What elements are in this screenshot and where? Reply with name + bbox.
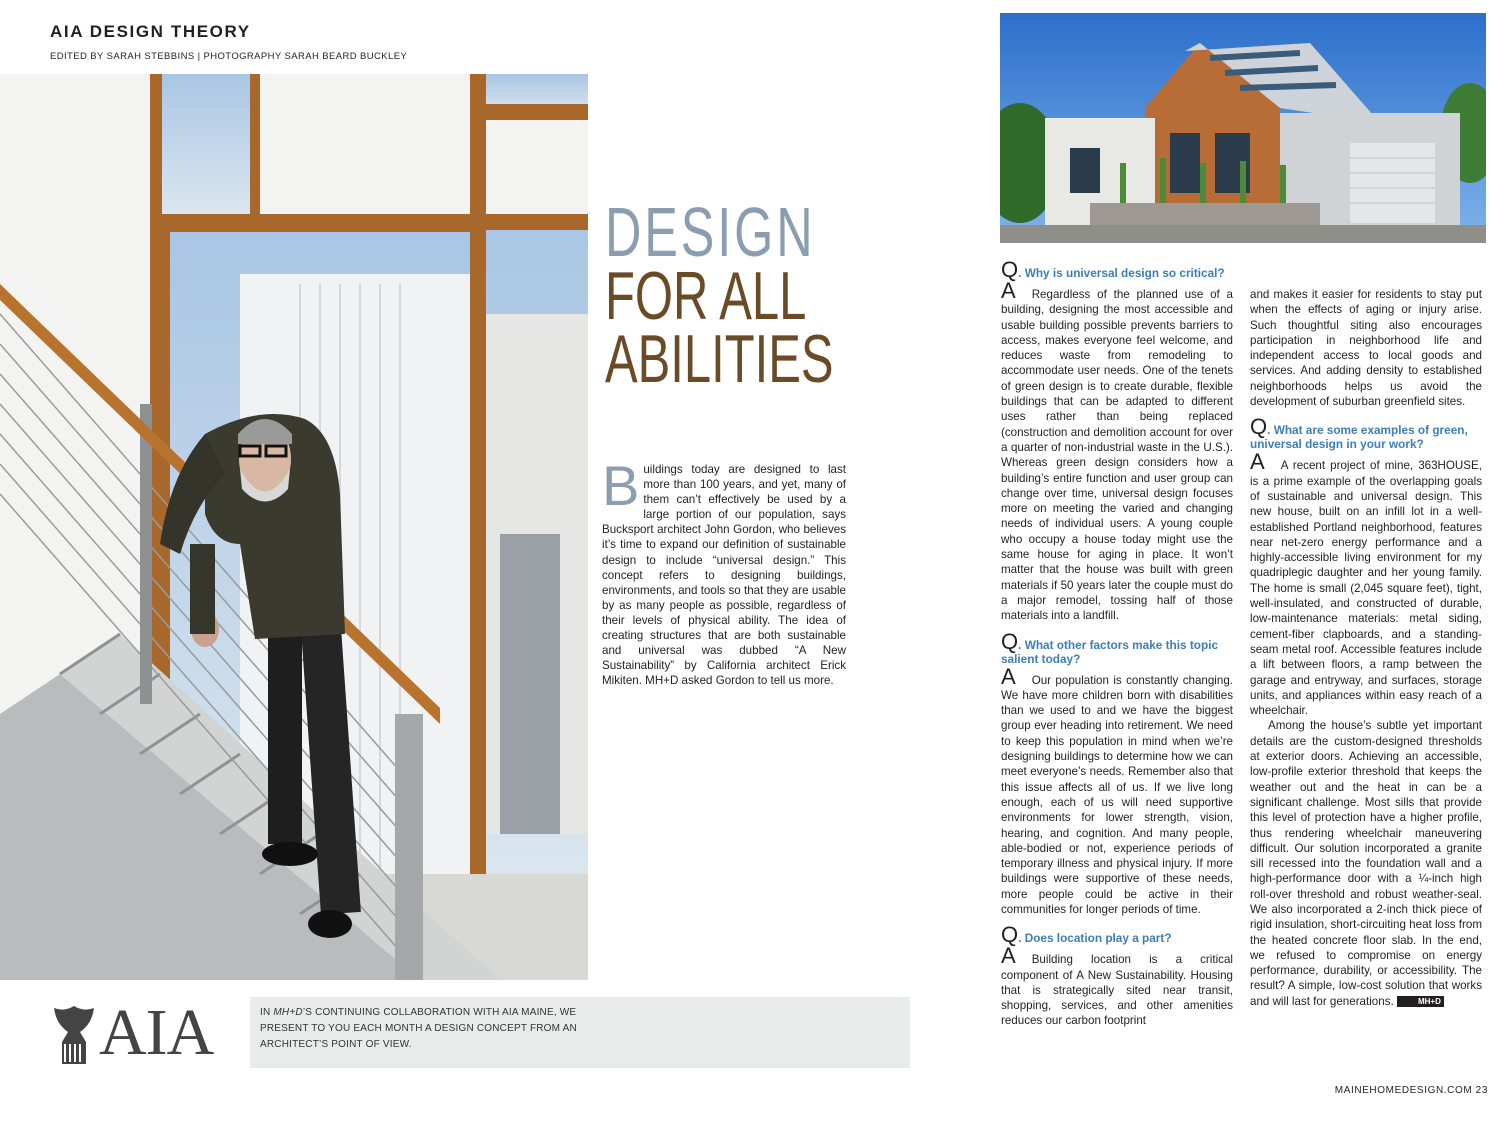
title-line-2: FOR ALL bbox=[605, 258, 807, 335]
drop-cap: B bbox=[602, 454, 640, 517]
article-title bbox=[605, 193, 834, 398]
question-4: Q. What are some examples of green, universal design in your work? bbox=[1250, 414, 1468, 452]
question-3-text: Does location play a part? bbox=[1024, 931, 1172, 946]
answer-3-text: Building location is a critical component of A New Sustainability. Housing that is strategically sited near transit, shopping, services, and other amenities reduces our carbon footprint bbox=[1001, 953, 1233, 1028]
a-mark: A bbox=[1001, 278, 1016, 303]
question-2: Q. What other factors make this topic salient today? bbox=[1001, 628, 1219, 666]
a-mark: A bbox=[1001, 663, 1016, 689]
answer-4-paragraph-2 bbox=[1250, 718, 1482, 1009]
q-mark: Q bbox=[1001, 922, 1019, 948]
q-mark: Q bbox=[1250, 414, 1268, 440]
qa-column-1 bbox=[1001, 257, 1233, 1029]
title-line-3: ABILITIES bbox=[605, 321, 834, 398]
question-1: Q. Why is universal design so critical? bbox=[1001, 257, 1225, 282]
title-line-1: DESIGN bbox=[605, 193, 816, 271]
answer-2 bbox=[1001, 663, 1233, 918]
house-photo bbox=[1000, 13, 1486, 243]
answer-4 bbox=[1250, 449, 1482, 718]
answer-4-text: A recent project of mine, 363HOUSE, is a prime example of the overlapping goals of sustainable and universal design. This new house, built on an infill lot in a well-established Portland neighborhood, features near net-zero energy performance and a highly-accessible living environment for my quadriplegic daughter and her young family. The home is small (2,045 square feet), tight, well-insulated, and constructed of durable, low-maintenance materials: metal siding, cement-fiber clapboards, and a standing-seam metal roof. Accessible features include a lift between floors, a ramp between the garage and entryway, and surfaces, storage units, and appliances within easy reach of a wheelchair. bbox=[1250, 459, 1482, 718]
answer-1 bbox=[1001, 278, 1233, 624]
answer-3 bbox=[1001, 943, 1233, 1028]
a-mark: A bbox=[1001, 943, 1016, 969]
aia-callout-text: IN MH+D’S CONTINUING COLLABORATION WITH AIA MAINE, WE PRESENT TO YOU EACH MONTH A DESIGN CONCEPT FROM AN ARCHITECT’S POINT OF VIEW. bbox=[260, 1007, 577, 1050]
credits-line: EDITED BY SARAH STEBBINS | PHOTOGRAPHY SARAH BEARD BUCKLEY bbox=[50, 51, 408, 62]
aia-callout-box bbox=[250, 997, 910, 1068]
aia-eagle-icon bbox=[50, 1002, 98, 1066]
question-1-text: Why is universal design so critical? bbox=[1024, 266, 1225, 280]
answer-4-p2-text: Among the house’s subtle yet important details are the custom-designed thresholds at exterior doors. Achieving an accessible, low-profile exterior threshold that keeps the weather out and the heat in can be a significant challenge. Most sills that provide this level of protection have a higher profile, thus rendering wheelchair maneuvering difficult. Our solution incorporated a granite sill recessed into the foundation wall and a high-performance door with a ¼-inch high roll-over threshold and robust weather-seal. We also incorporated a 2-inch thick piece of rigid insulation, short-circuiting heat loss from the heated concrete floor slab. In the end, we refused to compromise on energy performance, durability, or accessibility. The result? A simple, low-cost solution that works and will last for generations. bbox=[1250, 719, 1482, 1008]
staircase-portrait-photo bbox=[0, 74, 588, 980]
question-4-text: What are some examples of green, universal design in your work? bbox=[1250, 423, 1468, 452]
section-title: AIA DESIGN THEORY bbox=[50, 22, 251, 41]
aia-logo-text: AIA bbox=[99, 996, 214, 1069]
question-3: Q. Does location play a part? bbox=[1001, 922, 1172, 948]
q-mark: Q bbox=[1001, 257, 1019, 282]
answer-1-text: Regardless of the planned use of a building, designing the most accessible and usable building possible prevents barriers to access, makes everyone feel welcome, and reduces waste from remodeling to accommodate user needs. One of the tenets of green design is to create durable, flexible buildings that can be adapted to different uses rather than being replaced (construction and demolition account for over a quarter of non-industrial waste in the U.S.). Whereas green design considers how a building’s entire function and user group can change over time, universal design focuses more on meeting the varied and changing needs of individual users. A young couple who occupy a house today might use the same house for aging in place. It won’t matter that the house was built with green materials if 50 years later the couple must do a major remodel, tossing half of those materials into a landfill. bbox=[1001, 288, 1233, 623]
answer-3-continued: and makes it easier for residents to stay put when the effects of aging or injury arise. Such thoughtful siting also encourages participation in neighborhood life and independent access to local goods and services. And adding density to established neighborhoods helps us avoid the development of suburban greenfield sites. bbox=[1250, 288, 1482, 409]
intro-text: uildings today are designed to last more than 100 years, and yet, many of them can’t effectively be used by a large portion of our population, says Bucksport architect John Gordon, who believes it’s time to expand our definition of sustainable design to include “universal design.” This concept refers to designing buildings, environments, and tools so that they are usable by as many people as possible, regardless of their levels of physical ability. The idea of creating structures that are both sustainable and universal was dubbed “A New Sustainability” by California architect Erick Mikiten. MH+D asked Gordon to tell us more. bbox=[602, 463, 846, 688]
answer-2-text: Our population is constantly changing. We have more children born with disabilities than we used to and we have the biggest group ever heading into retirement. We need to keep this population in mind when we’re designing buildings to determine how we can meet everyone’s needs. Remember also that this issue affects all of us. If we live long enough, each of us will need supportive environments for lower strength, vision, hearing, and cognition. And many people, able-bodied or not, experience periods of temporary illness and physical injury. If more buildings were supportive of these needs, more people could be active in their communities for longer periods of time. bbox=[1001, 673, 1233, 916]
intro-paragraph bbox=[602, 454, 846, 688]
a-mark: A bbox=[1250, 449, 1265, 475]
question-2-text: What other factors make this topic salient today? bbox=[1001, 637, 1219, 666]
page-footer: MAINEHOMEDESIGN.COM 23 bbox=[1334, 1085, 1488, 1096]
q-mark: Q bbox=[1001, 628, 1019, 654]
end-mark-badge: MH+D bbox=[1397, 996, 1444, 1007]
qa-column-2 bbox=[1250, 287, 1482, 1009]
